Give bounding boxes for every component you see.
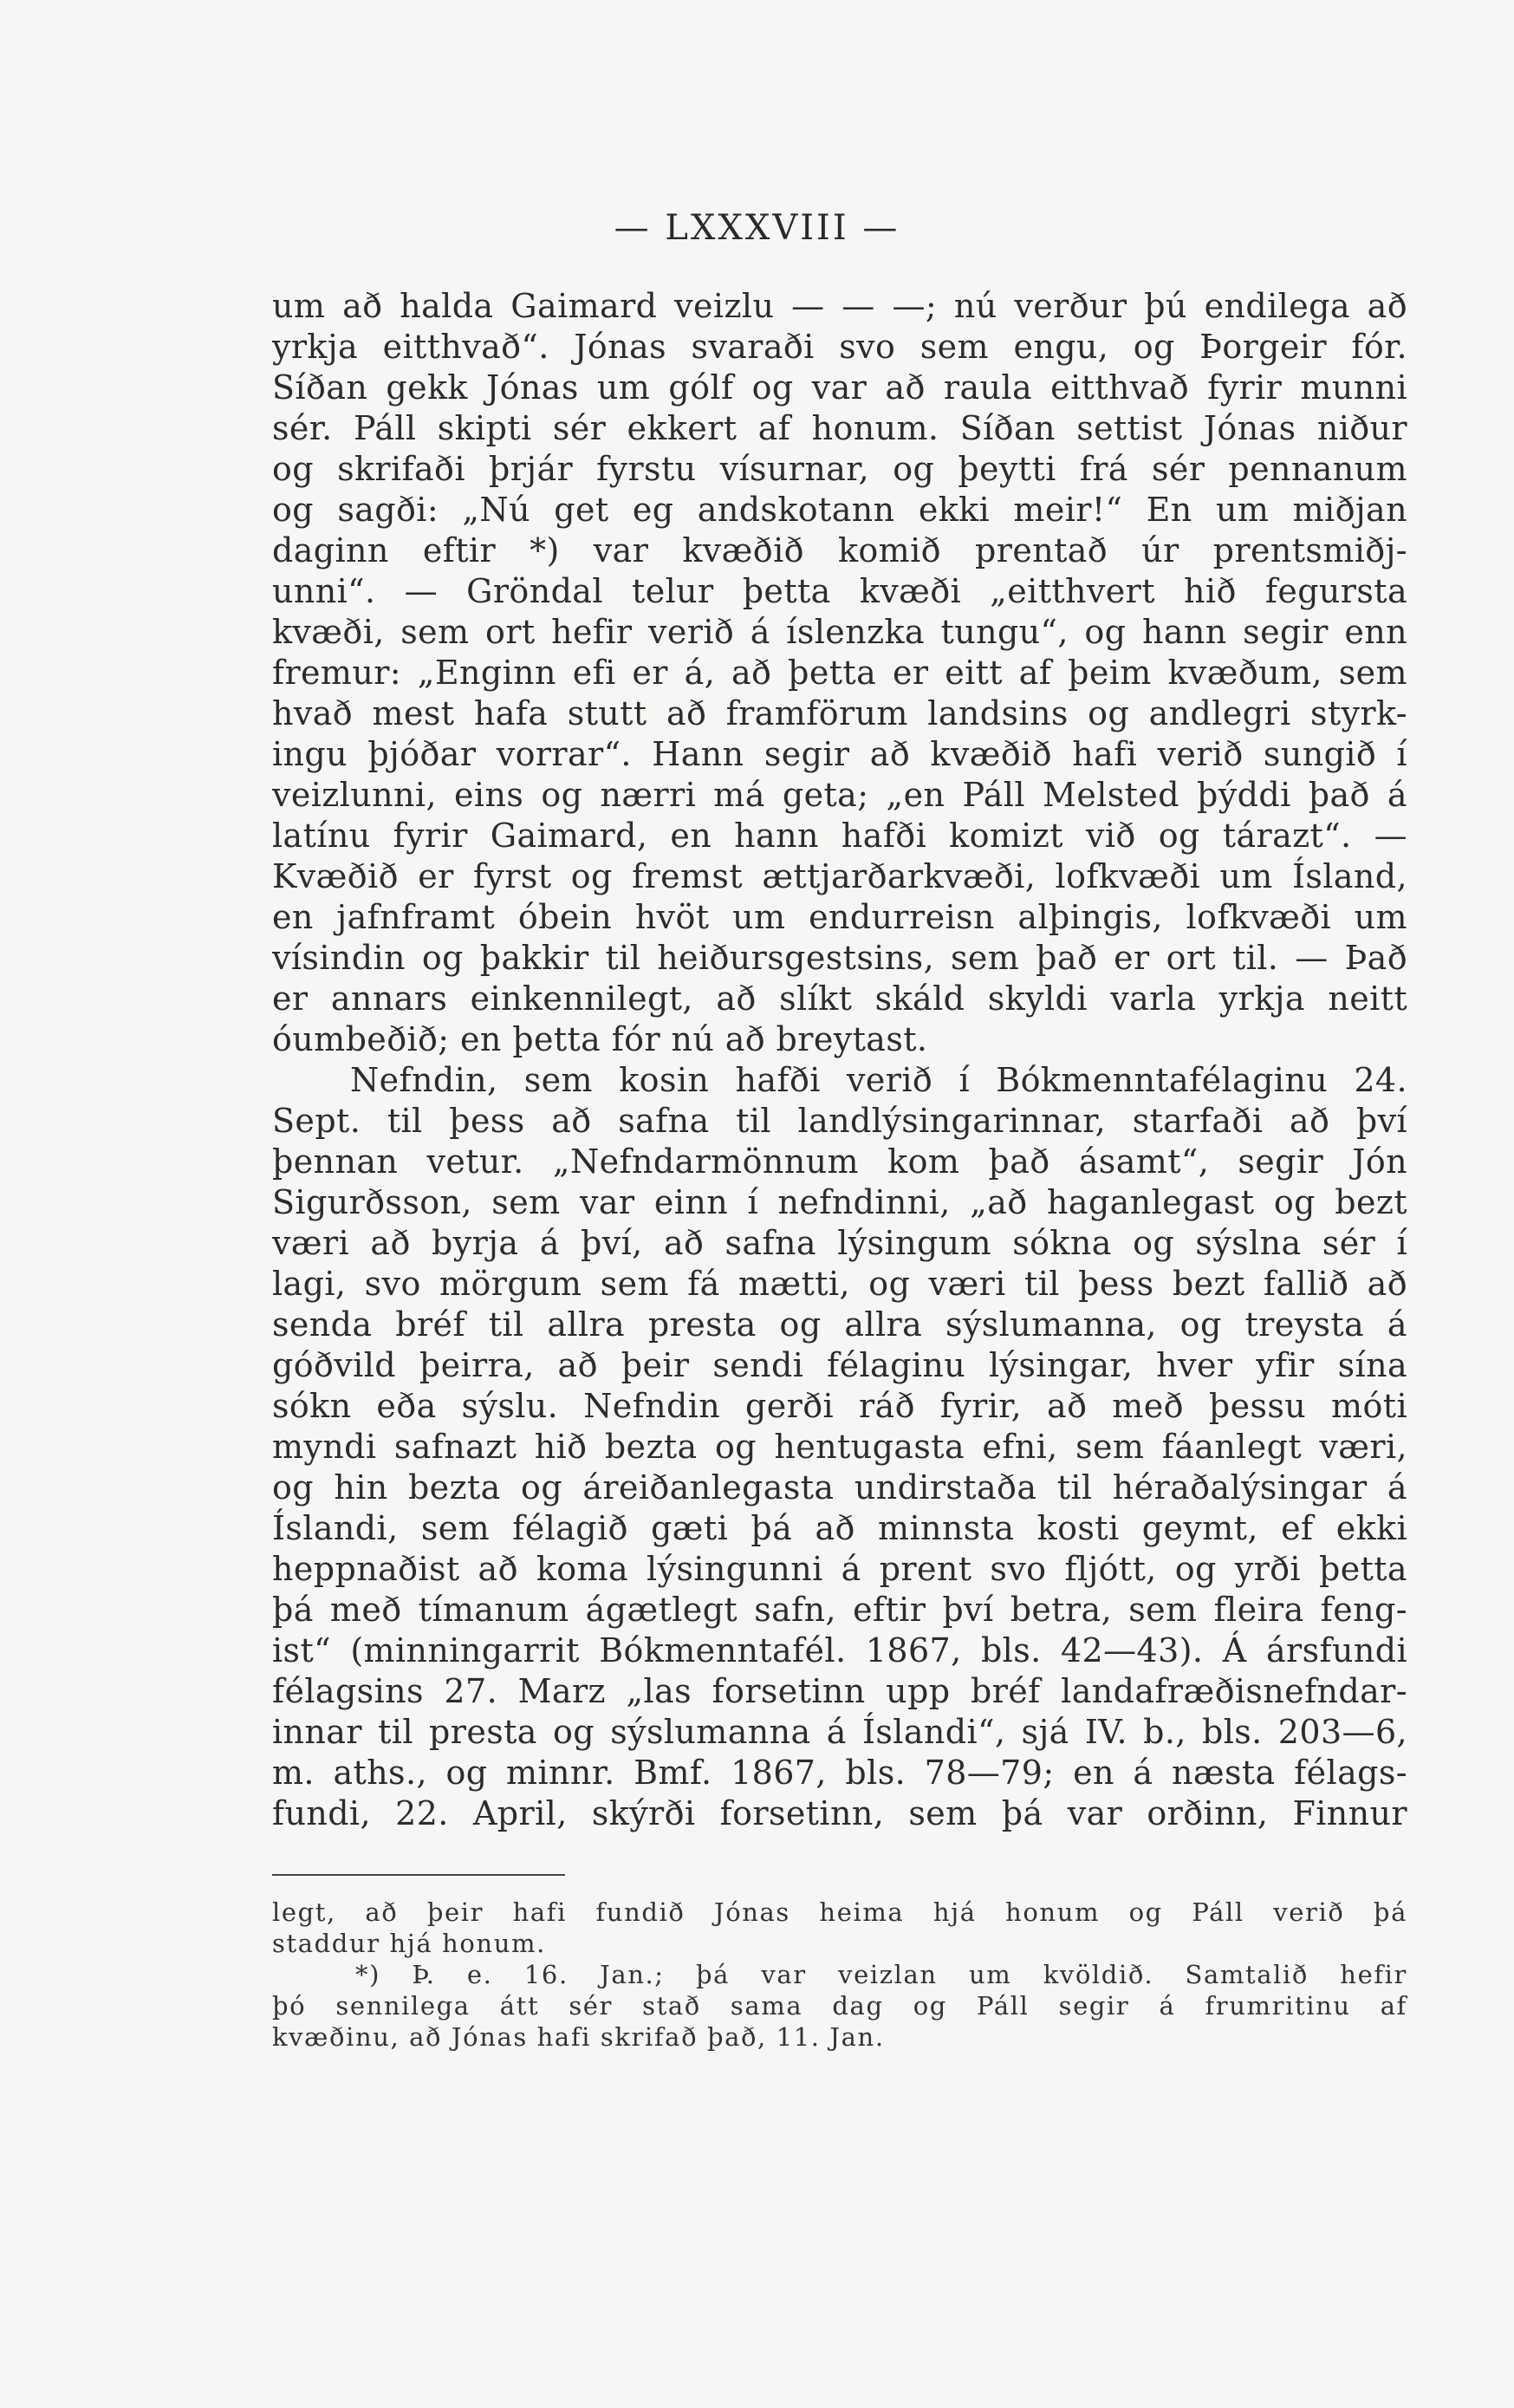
body-line: sér. Páll skipti sér ekkert af honum. Síðan settist Jónas niður — [272, 409, 1407, 447]
body-line: félagsins 27. Marz „las forsetinn upp bréf landafræðisnefndar- — [272, 1672, 1407, 1710]
body-line: myndi safnazt hið bezta og hentugasta efni, sem fáanlegt væri, — [272, 1428, 1407, 1466]
body-line: innar til presta og sýslumanna á Íslandi“, sjá IV. b., bls. 203—6, — [272, 1713, 1407, 1751]
body-line: unni“. — Gröndal telur þetta kvæði „eitthvert hið fegursta — [272, 572, 1407, 610]
body-line: daginn eftir *) var kvæðið komið prentað úr prentsmiðj- — [272, 531, 1407, 569]
body-line: Sigurðsson, sem var einn í nefndinni, „að haganlegast og bezt — [272, 1183, 1407, 1221]
footnote-line: legt, að þeir hafi fundið Jónas heima hjá honum og Páll verið þá — [272, 1897, 1407, 1927]
body-line: sókn eða sýslu. Nefndin gerði ráð fyrir, að með þessu móti — [272, 1387, 1407, 1425]
body-line: Kvæðið er fyrst og fremst ættjarðarkvæði, lofkvæði um Ísland, — [272, 857, 1407, 895]
body-line: m. aths., og minnr. Bmf. 1867, bls. 78—79; en á næsta félags- — [272, 1754, 1407, 1792]
body-line: Sept. til þess að safna til landlýsingarinnar, starfaði að því — [272, 1102, 1407, 1140]
body-line: og hin bezta og áreiðanlegasta undirstaða til héraðalýsingar á — [272, 1468, 1407, 1507]
body-line: kvæði, sem ort hefir verið á íslenzka tungu“, og hann segir enn — [272, 613, 1407, 651]
body-line: um að halda Gaimard veizlu — — —; nú verður þú endilega að — [272, 287, 1407, 325]
footnotes — [272, 1897, 1407, 2053]
body-line: Nefndin, sem kosin hafði verið í Bókmenntafélaginu 24. — [350, 1061, 1407, 1099]
footnote-line: kvæðinu, að Jónas hafi skrifað það, 11. Jan. — [272, 2022, 885, 2052]
footnote-line: *) Þ. e. 16. Jan.; þá var veizlan um kvöldið. Samtalið hefir — [355, 1960, 1407, 1989]
body-line: hvað mest hafa stutt að framförum landsins og andlegri styrk- — [272, 694, 1407, 732]
body-line: og sagði: „Nú get eg andskotann ekki meir!“ En um miðjan — [272, 491, 1407, 529]
body-line: fremur: „Enginn efi er á, að þetta er eitt af þeim kvæðum, sem — [272, 654, 1407, 692]
footnote-line: þó sennilega átt sér stað sama dag og Páll segir á frumritinu af — [272, 1991, 1407, 2021]
body-line: góðvild þeirra, að þeir sendi félaginu lýsingar, hver yfir sína — [272, 1346, 1407, 1384]
body-line: óumbeðið; en þetta fór nú að breytast. — [272, 1020, 928, 1058]
body-line: er annars einkennilegt, að slíkt skáld skyldi varla yrkja neitt — [272, 979, 1407, 1018]
footnote-rule — [272, 1874, 565, 1876]
footnote-line: staddur hjá honum. — [272, 1929, 546, 1958]
body-line: þá með tímanum ágætlegt safn, eftir því betra, sem fleira feng- — [272, 1591, 1407, 1629]
body-line: senda bréf til allra presta og allra sýslumanna, og treysta á — [272, 1305, 1407, 1344]
body-line: og skrifaði þrjár fyrstu vísurnar, og þeytti frá sér pennanum — [272, 450, 1407, 488]
body-line: Síðan gekk Jónas um gólf og var að raula eitthvað fyrir munni — [272, 368, 1407, 407]
body-line: ist“ (minningarrit Bókmenntafél. 1867, bls. 42—43). Á ársfundi — [272, 1631, 1407, 1669]
body-line: væri að byrja á því, að safna lýsingum sókna og sýslna sér í — [272, 1224, 1407, 1262]
body-line: ingu þjóðar vorrar“. Hann segir að kvæðið hafi verið sungið í — [272, 735, 1407, 773]
body-line: latínu fyrir Gaimard, en hann hafði komizt við og tárazt“. — — [272, 817, 1407, 855]
body-line: lagi, svo mörgum sem fá mætti, og væri til þess bezt fallið að — [272, 1265, 1407, 1303]
page-header: — LXXXVIII — — [614, 208, 900, 248]
body-line: veizlunni, eins og nærri má geta; „en Páll Melsted þýddi það á — [272, 776, 1407, 814]
body-line: en jafnframt óbein hvöt um endurreisn alþingis, lofkvæði um — [272, 898, 1407, 936]
body-line: heppnaðist að koma lýsingunni á prent svo fljótt, og yrði þetta — [272, 1550, 1407, 1588]
body-line: yrkja eitthvað“. Jónas svaraði svo sem engu, og Þorgeir fór. — [272, 328, 1407, 366]
body-line: vísindin og þakkir til heiðursgestsins, sem það er ort til. — Það — [272, 939, 1407, 977]
body-line: fundi, 22. April, skýrði forsetinn, sem þá var orðinn, Finnur — [272, 1794, 1407, 1832]
body-line: þennan vetur. „Nefndarmönnum kom það ásamt“, segir Jón — [272, 1142, 1407, 1181]
body-text — [272, 286, 1407, 1834]
body-line: Íslandi, sem félagið gæti þá að minnsta kosti geymt, ef ekki — [272, 1509, 1407, 1547]
